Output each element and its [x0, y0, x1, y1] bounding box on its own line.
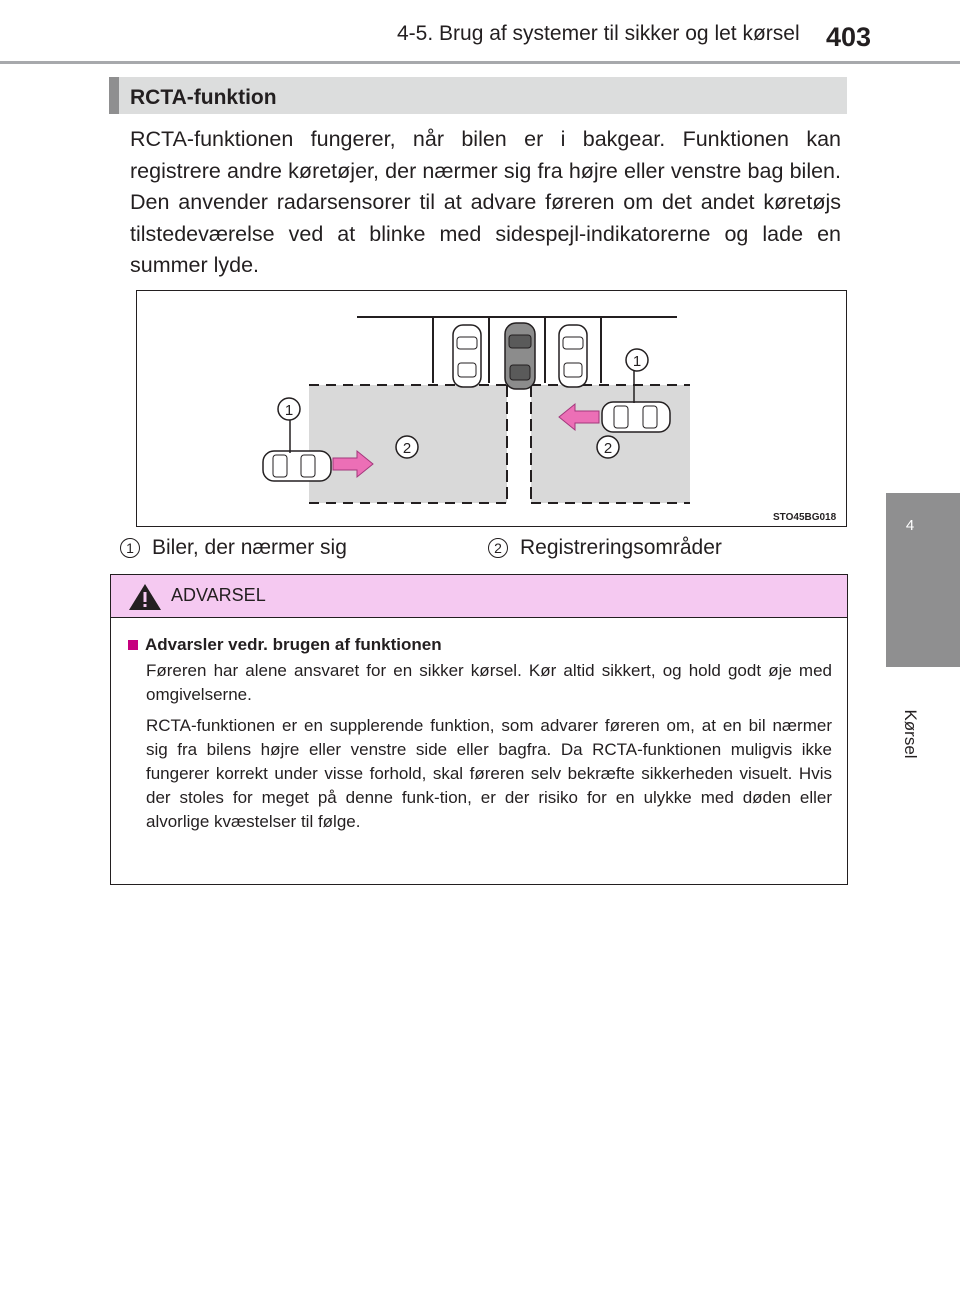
approaching-car-right	[602, 402, 670, 432]
section-paragraph: RCTA-funktionen fungerer, når bilen er i bakgear. Funktionen kan registrere andre køretøjer, der nærmer sig fra højre eller venstre bag bilen. Den anvender radarsensorer til at advare føreren om det andet køretøjs tilstedeværelse ved at blinke med sidespejl-indikatorerne og lade en summer lyde.	[130, 127, 841, 277]
callout-1-right: 1	[632, 353, 642, 370]
section-title-accent	[109, 77, 119, 114]
chapter-number: 4	[905, 517, 915, 534]
running-header-section-title: 4-5. Brug af systemer til sikker og let kørsel	[397, 22, 800, 45]
warning-triangle-icon	[128, 583, 162, 616]
legend-label: Biler, der nærmer sig	[152, 536, 347, 559]
section-title: RCTA-funktion	[130, 86, 277, 109]
warning-subtitle-text: Advarsler vedr. brugen af funktionen	[145, 635, 442, 654]
callout-2-right: 2	[603, 440, 613, 457]
own-car-reversing	[505, 323, 535, 389]
legend-label: Registreringsområder	[520, 536, 722, 559]
legend-number: 1	[120, 538, 140, 558]
warning-paragraph-2: RCTA-funktionen er en supplerende funktion, som advarer føreren om, at en bil nærmer sig fra bilens højre eller venstre side eller bagfra. Da RCTA-funktionen muligvis ikke fungerer korrekt under visse forhold, skal føreren selv bekræfte sikkerheden visuelt. Hvis der stoles for meget på denne funk-tion, er der risiko for en ulykke med døden eller alvorlige kvæstelser til følge.	[146, 716, 832, 831]
legend-number: 2	[488, 538, 508, 558]
callout-2-left: 2	[402, 440, 412, 457]
page-number: 403	[826, 22, 872, 52]
legend-item-2	[488, 536, 722, 560]
parked-car-left	[453, 325, 481, 387]
parked-car-right	[559, 325, 587, 387]
legend-item-1	[120, 536, 347, 560]
figure-id: STO45BG018	[773, 512, 837, 523]
warning-subtitle	[128, 635, 442, 655]
approaching-car-left	[263, 451, 331, 481]
chapter-label-text: Kørsel	[901, 709, 920, 759]
warning-paragraph-1: Føreren har alene ansvaret for en sikker kørsel. Kør altid sikkert, og hold godt øje med omgivelserne.	[146, 661, 832, 704]
callout-1-left: 1	[284, 402, 294, 419]
header-divider	[0, 61, 960, 64]
chapter-label	[886, 674, 934, 794]
warning-title: ADVARSEL	[171, 585, 266, 605]
bullet-square-icon	[128, 640, 138, 650]
rcta-illustration	[136, 290, 847, 527]
